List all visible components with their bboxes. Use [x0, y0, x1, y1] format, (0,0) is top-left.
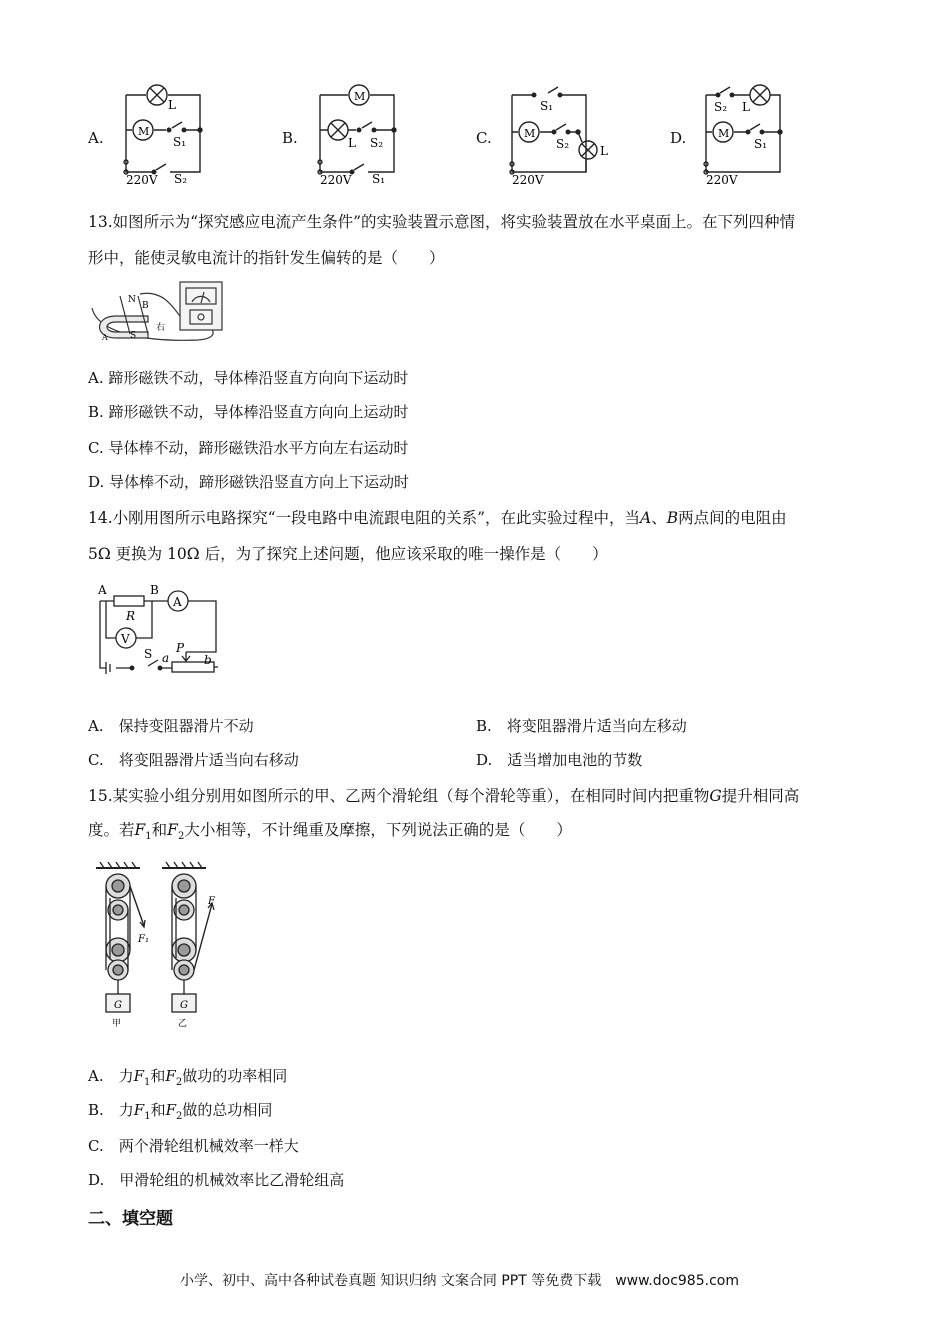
svg-text:右: 右 [156, 323, 166, 333]
svg-text:220V: 220V [706, 173, 738, 187]
svg-text:S₂: S₂ [174, 172, 188, 186]
q12-option-c-label: C. [476, 129, 492, 147]
q13-apparatus-figure [88, 278, 238, 348]
svg-text:甲: 甲 [112, 1019, 122, 1029]
q14-stem-line1: 14.小刚用图所示电路探究“一段电路中电流跟电阻的关系”，在此实验过程中，当A、B两点间的电阻由 [88, 509, 787, 527]
svg-text:S₁: S₁ [173, 135, 187, 149]
q12-circuit-a [110, 80, 210, 188]
q14-circuit-figure [86, 580, 236, 680]
page-footer: 小学、初中、高中各种试卷真题 知识归纳 文案合同 PPT 等免费下载 www.doc985.com [180, 1273, 739, 1289]
svg-text:G: G [180, 1000, 188, 1011]
svg-text:B: B [150, 583, 159, 597]
svg-text:S₁: S₁ [540, 99, 554, 113]
q15-pulley-figure [90, 858, 230, 1033]
svg-text:A: A [98, 583, 107, 597]
svg-text:F₁: F₁ [138, 934, 149, 945]
svg-text:M: M [354, 90, 366, 103]
q14-option-c: C. 将变阻器滑片适当向右移动 [88, 751, 299, 769]
q12-circuit-c [496, 80, 616, 188]
q13-option-d: D. 导体棒不动，蹄形磁铁沿竖直方向上下运动时 [88, 473, 410, 491]
svg-text:220V: 220V [512, 173, 544, 187]
q12-circuit-b [304, 80, 404, 188]
svg-text:S₁: S₁ [372, 172, 386, 186]
svg-text:220V: 220V [126, 173, 158, 187]
svg-text:L: L [600, 144, 608, 158]
motor-symbol: M [138, 125, 150, 138]
svg-text:a: a [162, 651, 170, 665]
svg-text:N: N [128, 295, 136, 305]
svg-text:R: R [126, 609, 136, 623]
q13-option-c: C. 导体棒不动，蹄形磁铁沿水平方向左右运动时 [88, 439, 409, 457]
svg-text:B: B [142, 301, 149, 311]
svg-text:S₁: S₁ [754, 137, 768, 151]
q12-circuit-d [690, 80, 810, 188]
svg-text:b: b [204, 653, 212, 667]
svg-text:S₂: S₂ [556, 137, 570, 151]
svg-text:L: L [168, 98, 176, 112]
svg-text:S: S [144, 647, 153, 661]
q14-option-b: B. 将变阻器滑片适当向左移动 [476, 717, 687, 735]
q12-option-a-label: A. [88, 129, 104, 147]
q13-option-b: B. 蹄形磁铁不动，导体棒沿竖直方向向上运动时 [88, 403, 409, 421]
svg-text:P: P [176, 641, 185, 655]
svg-text:M: M [718, 127, 730, 140]
q14-option-a: A. 保持变阻器滑片不动 [88, 717, 254, 735]
svg-text:S₂: S₂ [714, 100, 728, 114]
q12-option-b-label: B. [282, 129, 298, 147]
svg-text:乙: 乙 [178, 1019, 188, 1029]
q15-stem-line1: 15.某实验小组分别用如图所示的甲、乙两个滑轮组（每个滑轮等重），在相同时间内把重物G提升相同高 [88, 787, 800, 805]
q14-stem-line2: 5Ω 更换为 10Ω 后，为了探究上述问题，他应该采取的唯一操作是（ ） [88, 545, 608, 563]
svg-text:A: A [173, 595, 182, 609]
svg-text:V: V [121, 632, 130, 646]
q15-option-b: B. 力$F_1$和$F_2$做的总功相同 [88, 1101, 273, 1122]
section-heading-fill-in: 二、填空题 [88, 1209, 173, 1229]
q15-stem-line2: 度。若$F_1$和$F_2$大小相等，不计绳重及摩擦，下列说法正确的是（ ） [88, 821, 572, 843]
svg-text:A: A [102, 333, 108, 342]
svg-text:M: M [524, 127, 536, 140]
q13-option-a: A. 蹄形磁铁不动，导体棒沿竖直方向向下运动时 [88, 369, 409, 387]
svg-text:G: G [114, 1000, 122, 1011]
q12-option-d-label: D. [670, 129, 687, 147]
q15-option-d: D. 甲滑轮组的机械效率比乙滑轮组高 [88, 1171, 345, 1189]
q13-stem-line1: 13.如图所示为“探究感应电流产生条件”的实验装置示意图，将实验装置放在水平桌面上。在下列四种情 [88, 213, 796, 231]
svg-text:S₂: S₂ [370, 136, 384, 150]
q15-option-c: C. 两个滑轮组机械效率一样大 [88, 1137, 299, 1155]
q13-stem-line2: 形中，能使灵敏电流计的指针发生偏转的是（ ） [88, 249, 445, 267]
svg-text:F: F [208, 896, 215, 907]
svg-text:S: S [130, 331, 137, 341]
svg-text:L: L [348, 136, 356, 150]
q15-option-a: A. 力$F_1$和$F_2$做功的功率相同 [88, 1067, 288, 1088]
svg-text:220V: 220V [320, 173, 352, 187]
q14-option-d: D. 适当增加电池的节数 [476, 751, 643, 769]
svg-text:L: L [742, 100, 750, 114]
